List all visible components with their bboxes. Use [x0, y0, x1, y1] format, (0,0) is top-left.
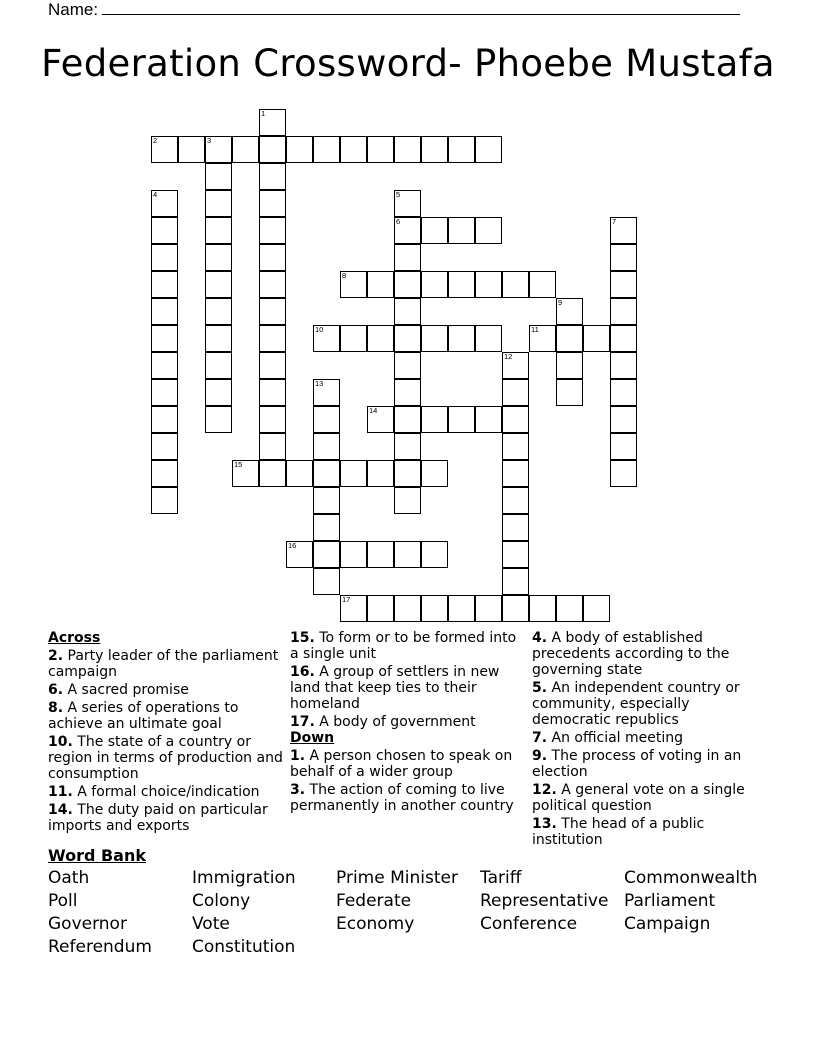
crossword-cell[interactable] — [151, 298, 178, 325]
clue-column-3 — [532, 630, 767, 848]
word-bank-item: Conference — [480, 914, 578, 934]
crossword-cell[interactable] — [367, 406, 394, 433]
crossword-cell[interactable] — [502, 595, 529, 622]
crossword-cell[interactable] — [259, 298, 286, 325]
clue-across-2: 2. Party leader of the parliament campaign — [48, 648, 279, 680]
crossword-cell[interactable] — [394, 136, 421, 163]
crossword-cell[interactable] — [394, 325, 421, 352]
clue-down-13: 13. The head of a public institution — [532, 816, 705, 848]
clue-down-7: 7. An official meeting — [532, 730, 684, 746]
clue-number: 8 — [342, 271, 347, 280]
crossword-cell[interactable] — [259, 460, 286, 487]
word-bank-heading: Word Bank — [48, 846, 147, 865]
crossword-cell[interactable] — [313, 379, 340, 406]
down-heading: Down — [290, 730, 335, 746]
crossword-cell[interactable] — [313, 325, 340, 352]
clue-down-12: 12. A general vote on a single political question — [532, 782, 745, 814]
crossword-cell[interactable] — [610, 217, 637, 244]
crossword-cell[interactable] — [502, 514, 529, 541]
clue-number: 12 — [504, 352, 513, 361]
crossword-cell[interactable] — [259, 433, 286, 460]
crossword-cell[interactable] — [556, 352, 583, 379]
word-bank-item: Representative — [480, 891, 609, 911]
crossword-cell[interactable] — [610, 379, 637, 406]
word-bank — [48, 868, 768, 957]
word-bank-item: Poll — [48, 891, 78, 911]
crossword-cell[interactable] — [502, 568, 529, 595]
crossword-cell[interactable] — [151, 217, 178, 244]
crossword-cell[interactable] — [421, 595, 448, 622]
crossword-cell[interactable] — [394, 379, 421, 406]
crossword-cell[interactable] — [556, 379, 583, 406]
clue-number: 6 — [396, 217, 401, 226]
crossword-cell[interactable] — [421, 541, 448, 568]
crossword-cell[interactable] — [529, 271, 556, 298]
crossword-cell[interactable] — [340, 325, 367, 352]
word-bank-item: Constitution — [192, 937, 296, 957]
crossword-cell[interactable] — [313, 433, 340, 460]
crossword-cell[interactable] — [151, 379, 178, 406]
page-title: Federation Crossword- Phoebe Mustafa — [41, 42, 775, 85]
crossword-cell[interactable] — [340, 136, 367, 163]
crossword-cell[interactable] — [394, 460, 421, 487]
crossword-cell[interactable] — [556, 595, 583, 622]
clue-across-6: 6. A sacred promise — [48, 682, 189, 698]
clue-number: 1 — [261, 109, 266, 118]
clue-number: 11 — [531, 325, 539, 334]
crossword-cell[interactable] — [421, 325, 448, 352]
crossword-cell[interactable] — [394, 244, 421, 271]
clue-down-5: 5. An independent country or community, especially democratic republics — [532, 680, 740, 728]
crossword-cell[interactable] — [367, 271, 394, 298]
word-bank-item: Vote — [192, 914, 230, 934]
crossword-cell[interactable] — [394, 190, 421, 217]
crossword-cell[interactable] — [205, 325, 232, 352]
crossword-cell[interactable] — [448, 325, 475, 352]
word-bank-item: Referendum — [48, 937, 152, 957]
clue-number: 2 — [153, 136, 158, 145]
name-label: Name: — [48, 0, 99, 19]
crossword-cell[interactable] — [340, 541, 367, 568]
crossword-cell[interactable] — [421, 136, 448, 163]
crossword-cell[interactable] — [502, 433, 529, 460]
word-bank-item: Governor — [48, 914, 127, 934]
crossword-cell[interactable] — [367, 325, 394, 352]
crossword-cell[interactable] — [178, 136, 205, 163]
crossword-cell[interactable] — [394, 406, 421, 433]
crossword-cell[interactable] — [610, 352, 637, 379]
crossword-cell[interactable] — [340, 460, 367, 487]
word-bank-item: Immigration — [192, 868, 296, 888]
clue-number: 4 — [153, 190, 158, 199]
crossword-cell[interactable] — [421, 217, 448, 244]
crossword-cell[interactable] — [502, 460, 529, 487]
crossword-cell[interactable] — [205, 244, 232, 271]
crossword-cell[interactable] — [205, 406, 232, 433]
clue-number: 14 — [369, 406, 378, 415]
crossword-cell[interactable] — [151, 271, 178, 298]
clue-number: 10 — [315, 325, 324, 334]
crossword-cell[interactable] — [259, 325, 286, 352]
crossword-cell[interactable] — [205, 298, 232, 325]
crossword-cell[interactable] — [367, 136, 394, 163]
crossword-cell[interactable] — [313, 541, 340, 568]
crossword-cell[interactable] — [151, 487, 178, 514]
crossword-cell[interactable] — [151, 406, 178, 433]
crossword-cell[interactable] — [502, 379, 529, 406]
crossword-cell[interactable] — [313, 514, 340, 541]
crossword-cell[interactable] — [448, 136, 475, 163]
crossword-cell[interactable] — [502, 487, 529, 514]
crossword-cell[interactable] — [394, 433, 421, 460]
crossword-cell[interactable] — [448, 595, 475, 622]
crossword-cell[interactable] — [259, 163, 286, 190]
crossword-cell[interactable] — [448, 271, 475, 298]
crossword-cell[interactable] — [475, 325, 502, 352]
crossword-cell[interactable] — [340, 595, 367, 622]
crossword-cell[interactable] — [151, 190, 178, 217]
crossword-cell[interactable] — [259, 190, 286, 217]
clue-across-8: 8. A series of operations to achieve an ultimate goal — [48, 700, 239, 732]
crossword-cell[interactable] — [151, 433, 178, 460]
crossword-cell[interactable] — [313, 568, 340, 595]
clue-number: 15 — [234, 460, 243, 469]
crossword-cell[interactable] — [394, 595, 421, 622]
crossword-cell[interactable] — [259, 379, 286, 406]
crossword-cell[interactable] — [583, 595, 610, 622]
clue-down-9: 9. The process of voting in an election — [532, 748, 742, 780]
crossword-cell[interactable] — [394, 487, 421, 514]
crossword-cell[interactable] — [475, 217, 502, 244]
crossword-cell[interactable] — [151, 244, 178, 271]
crossword-cell[interactable] — [151, 325, 178, 352]
crossword-cell[interactable] — [583, 325, 610, 352]
clue-number: 7 — [612, 217, 617, 226]
crossword-cell[interactable] — [313, 460, 340, 487]
clue-across-15: 15. To form or to be formed into a single unit — [290, 630, 517, 662]
crossword-cell[interactable] — [610, 325, 637, 352]
clue-across-16: 16. A group of settlers in new land that keep ties to their homeland — [290, 664, 500, 712]
crossword-cell[interactable] — [340, 271, 367, 298]
crossword-cell[interactable] — [205, 352, 232, 379]
crossword-cell[interactable] — [394, 271, 421, 298]
word-bank-item: Oath — [48, 868, 90, 888]
crossword-cell[interactable] — [556, 325, 583, 352]
crossword-cell[interactable] — [475, 271, 502, 298]
crossword-cell[interactable] — [232, 460, 259, 487]
word-bank-item: Commonwealth — [624, 868, 758, 888]
crossword-cell[interactable] — [529, 595, 556, 622]
word-bank-item: Parliament — [624, 891, 716, 911]
crossword-cell[interactable] — [313, 406, 340, 433]
crossword-cell[interactable] — [448, 217, 475, 244]
crossword-cell[interactable] — [394, 217, 421, 244]
crossword-cell[interactable] — [502, 352, 529, 379]
crossword-cell[interactable] — [151, 460, 178, 487]
crossword-cell[interactable] — [610, 271, 637, 298]
crossword-cell[interactable] — [475, 595, 502, 622]
crossword-cell[interactable] — [610, 460, 637, 487]
crossword-cell[interactable] — [502, 271, 529, 298]
crossword-cell[interactable] — [313, 136, 340, 163]
crossword-cell[interactable] — [475, 136, 502, 163]
crossword-cell[interactable] — [151, 352, 178, 379]
crossword-cell[interactable] — [313, 487, 340, 514]
crossword-cell[interactable] — [259, 406, 286, 433]
clue-number: 9 — [558, 298, 563, 307]
crossword-cell[interactable] — [394, 541, 421, 568]
crossword-cell[interactable] — [205, 217, 232, 244]
word-bank-item: Federate — [336, 891, 412, 911]
crossword-cell[interactable] — [259, 136, 286, 163]
across-heading: Across — [48, 630, 101, 646]
clue-number: 13 — [315, 379, 324, 388]
word-bank-item: Prime Minister — [336, 868, 458, 888]
crossword-cell[interactable] — [205, 163, 232, 190]
crossword-cell[interactable] — [475, 406, 502, 433]
clue-column-1 — [48, 630, 283, 834]
crossword-cell[interactable] — [502, 406, 529, 433]
crossword-cell[interactable] — [259, 244, 286, 271]
crossword-cell[interactable] — [151, 136, 178, 163]
crossword-cell[interactable] — [286, 136, 313, 163]
crossword-cell[interactable] — [367, 460, 394, 487]
crossword-cell[interactable] — [205, 190, 232, 217]
crossword-cell[interactable] — [421, 406, 448, 433]
word-bank-item: Tariff — [480, 868, 522, 888]
crossword-cell[interactable] — [421, 271, 448, 298]
crossword-cell[interactable] — [259, 352, 286, 379]
clue-number: 16 — [288, 541, 297, 550]
crossword-cell[interactable] — [421, 460, 448, 487]
word-bank-item: Economy — [336, 914, 415, 934]
clue-number: 5 — [396, 190, 401, 199]
crossword-cell[interactable] — [232, 136, 259, 163]
crossword-cell[interactable] — [205, 136, 232, 163]
clue-number: 17 — [342, 595, 351, 604]
crossword-cell[interactable] — [556, 298, 583, 325]
crossword-cell[interactable] — [205, 271, 232, 298]
crossword-cell[interactable] — [610, 298, 637, 325]
clue-down-3: 3. The action of coming to live permanently in another country — [290, 782, 514, 814]
crossword-cell[interactable] — [394, 298, 421, 325]
clue-number: 3 — [207, 136, 212, 145]
crossword-cell[interactable] — [205, 379, 232, 406]
crossword-cell[interactable] — [259, 109, 286, 136]
crossword-cell[interactable] — [259, 271, 286, 298]
word-bank-item: Campaign — [624, 914, 711, 934]
crossword-cell[interactable] — [610, 433, 637, 460]
word-bank-item: Colony — [192, 891, 251, 911]
crossword-cell[interactable] — [286, 460, 313, 487]
crossword-cell[interactable] — [259, 217, 286, 244]
clue-down-1: 1. A person chosen to speak on behalf of a wider group — [290, 748, 513, 780]
crossword-cell[interactable] — [448, 406, 475, 433]
crossword-cell[interactable] — [394, 352, 421, 379]
crossword-cell[interactable] — [529, 325, 556, 352]
crossword-cell[interactable] — [502, 541, 529, 568]
clue-down-4: 4. A body of established precedents according to the governing state — [532, 630, 730, 678]
clue-across-14: 14. The duty paid on particular imports and exports — [48, 802, 268, 834]
clue-across-17: 17. A body of government — [290, 714, 476, 730]
crossword-cell[interactable] — [610, 406, 637, 433]
clue-across-10: 10. The state of a country or region in terms of production and consumption — [48, 734, 283, 782]
clue-column-2 — [290, 630, 525, 814]
crossword-cell[interactable] — [367, 541, 394, 568]
crossword-cell[interactable] — [367, 595, 394, 622]
clue-across-11: 11. A formal choice/indication — [48, 784, 260, 800]
crossword-cell[interactable] — [610, 244, 637, 271]
crossword-cell[interactable] — [286, 541, 313, 568]
